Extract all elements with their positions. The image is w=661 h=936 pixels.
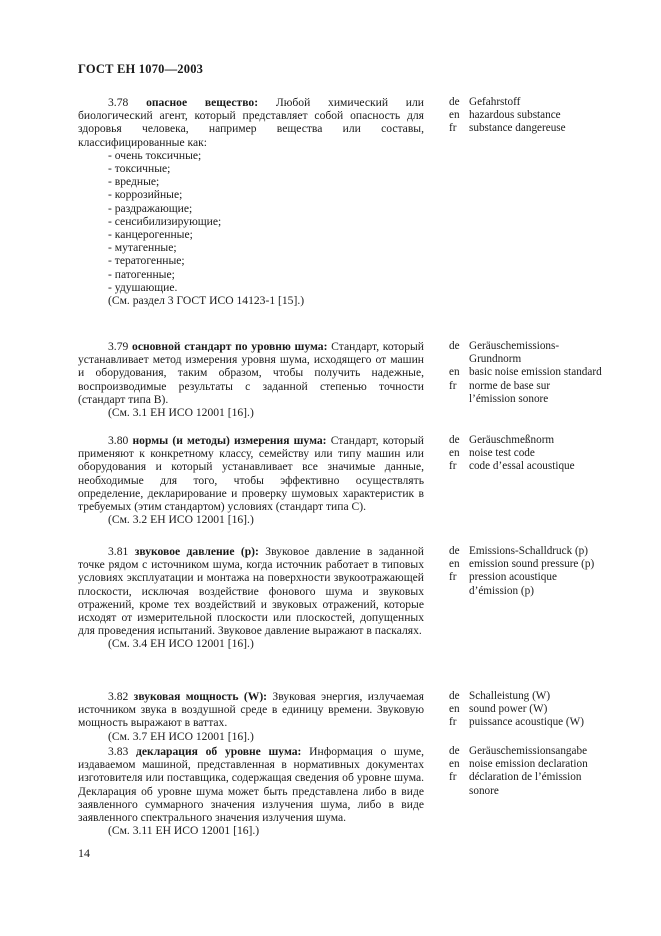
- lang-code: de: [449, 745, 460, 757]
- lang-term: Geräuschemissions-: [469, 340, 560, 352]
- lang-code: en: [449, 703, 460, 716]
- translation-row: [449, 758, 619, 771]
- reference: (См. 3.1 ЕН ИСО 12001 [16].): [108, 406, 254, 420]
- translation-row: [449, 393, 619, 406]
- definition: Стандарт, который применяют к конкретному классу, семейству или типу машин или оборудования и который устанавливает все значимые данные, необходимые для того, чтобы эффективно осуществлять определение, декларирование и проверку шумовых характеристик в требуемых (этим стандартом) условиях (стандарт типа С).: [78, 434, 424, 514]
- translations: [449, 96, 619, 136]
- lang-term: emission sound pressure (p): [469, 558, 595, 571]
- list-item: - мутагенные;: [108, 241, 177, 255]
- term: звуковая мощность (W):: [133, 690, 268, 703]
- lang-code: fr: [449, 716, 457, 729]
- entry-number: 3.78: [108, 96, 129, 109]
- translation-row: [449, 109, 619, 122]
- list-item: - сенсибилизирующие;: [108, 214, 222, 228]
- lang-term: Emissions-Schalldruck (p): [469, 545, 589, 557]
- list-item: - патогенные;: [108, 267, 175, 281]
- list-item: - вредные;: [108, 175, 160, 189]
- list-item: - коррозийные;: [108, 188, 183, 202]
- lang-code: fr: [449, 460, 457, 473]
- reference: (См. 3.11 ЕН ИСО 12001 [16].): [108, 824, 260, 838]
- definition-paragraph: [78, 434, 424, 513]
- translations: [449, 340, 619, 406]
- translation-row: [449, 353, 619, 366]
- translation-row: [449, 703, 619, 716]
- definition: Звуковая энергия, излучаемая источником звука в воздушной среде в единицу времени. Звуковую мощность выражают в ваттах.: [78, 690, 425, 730]
- lang-code: de: [449, 690, 460, 702]
- lang-term: déclaration de l’émission: [469, 771, 582, 784]
- translation-row: [449, 558, 619, 571]
- lang-term: pression acoustique: [469, 571, 557, 584]
- translation-row: [449, 447, 619, 460]
- entry-number: 3.79: [108, 340, 129, 353]
- lang-code: fr: [449, 571, 457, 584]
- lang-term: Schalleistung (W): [469, 690, 551, 702]
- lang-term: puissance acoustique (W): [469, 716, 584, 729]
- lang-term: d’émission (p): [469, 584, 534, 597]
- definition-paragraph: [78, 690, 424, 730]
- list-item: - канцерогенные;: [108, 228, 193, 242]
- entry-number: 3.80: [108, 434, 129, 447]
- lang-term: l’émission sonore: [469, 392, 549, 405]
- lang-code: de: [449, 434, 460, 446]
- lang-code: en: [449, 109, 460, 122]
- list-item: - тератогенные;: [108, 254, 185, 268]
- reference: (См. 3.4 ЕН ИСО 12001 [16].): [108, 637, 254, 651]
- lang-code: de: [449, 545, 460, 557]
- lang-code: en: [449, 447, 460, 460]
- definition-paragraph: [78, 96, 424, 149]
- lang-code: en: [449, 758, 460, 771]
- lang-code: en: [449, 558, 460, 571]
- document-header: ГОСТ ЕН 1070—2003: [78, 62, 204, 76]
- entry-body: [78, 96, 424, 307]
- translations: [449, 745, 619, 798]
- translation-row: [449, 585, 619, 598]
- definition: Звуковое давление в заданной точке рядом с источником шума, когда источник работает в типовых условиях эксплуатации и монтажа на поверхности звукоотражающей плоскости, исключая воздействие фонового шума и звуковых отражений, кроме тех воздействий и звуковых отражений, которые исходят от измерительной плоскости или плоскостей, допущенных для проведения испытаний. Звуковое давление выражают в паскалях.: [78, 545, 424, 638]
- entry-number: 3.83: [108, 745, 129, 758]
- lang-term: sound power (W): [469, 703, 548, 716]
- definition-paragraph: [78, 340, 424, 406]
- lang-code: fr: [449, 771, 457, 784]
- lang-code: [449, 393, 469, 406]
- lang-term: Geräuschemissionsangabe: [469, 745, 588, 757]
- term: декларация об уровне шума:: [136, 745, 302, 758]
- lang-term: substance dangereuse: [469, 122, 566, 135]
- lang-code: de: [449, 96, 460, 108]
- entry-number: 3.81: [108, 545, 129, 558]
- term: нормы (и методы) измерения шума:: [132, 434, 327, 447]
- definition-paragraph: [78, 545, 424, 637]
- translation-row: [449, 771, 619, 784]
- reference: (См. 3.7 ЕН ИСО 12001 [16].): [108, 729, 254, 743]
- translation-row: [449, 545, 619, 558]
- reference: (См. 3.2 ЕН ИСО 12001 [16].): [108, 513, 254, 527]
- translation-row: [449, 460, 619, 473]
- translation-row: [449, 380, 619, 393]
- translation-row: [449, 340, 619, 353]
- translation-row: [449, 96, 619, 109]
- lang-code: en: [449, 366, 460, 379]
- translation-row: [449, 366, 619, 379]
- entry-body: [78, 545, 424, 651]
- term: основной стандарт по уровню шума:: [132, 340, 328, 353]
- translations: [449, 690, 619, 730]
- term: опасное вещество:: [146, 96, 259, 109]
- translation-row: [449, 785, 619, 798]
- lang-code: fr: [449, 122, 457, 135]
- list-item: - удушающие.: [108, 280, 178, 294]
- translations: [449, 434, 619, 474]
- lang-term: Gefahrstoff: [469, 96, 521, 108]
- definition: Информация о шуме, издаваемом машиной, представленная в нормативных документах изготовителя или поставщика, содержащая сведения об уровне шума. Декларация об уровне шума может быть представлена либо в виде заявленного суммарного значения излучения шума, либо в виде заявленного спектрального значения излучения шума.: [78, 745, 425, 825]
- entry-body: [78, 745, 424, 837]
- entry-body: [78, 690, 424, 743]
- lang-term: Grundnorm: [469, 353, 522, 366]
- list-item: - раздражающие;: [108, 201, 193, 215]
- entry-number: 3.82: [108, 690, 129, 703]
- lang-term: noise test code: [469, 447, 535, 460]
- page-number: 14: [78, 846, 90, 860]
- lang-term: noise emission declaration: [469, 758, 588, 771]
- lang-term: basic noise emission standard: [469, 366, 602, 379]
- list-item: - токсичные;: [108, 162, 171, 176]
- lang-term: norme de base sur: [469, 379, 551, 392]
- entry-body: [78, 434, 424, 526]
- translation-row: [449, 716, 619, 729]
- lang-term: sonore: [469, 784, 499, 797]
- definition: Стандарт, который устанавливает метод измерения уровня шума, исходящего от машин и оборудования, таким образом, чтобы получить надежные, воспроизводимые результаты с заданной степенью точности (стандарт типа В).: [78, 340, 424, 406]
- translation-row: [449, 745, 619, 758]
- translation-row: [449, 122, 619, 135]
- lang-term: Geräuschmeßnorm: [469, 434, 555, 446]
- lang-code: fr: [449, 379, 457, 392]
- lang-code: de: [449, 340, 460, 352]
- definition-paragraph: [78, 745, 424, 824]
- lang-code: [449, 785, 469, 798]
- definition: Любой химический или биологический агент, который представляет собой опасность для здоровья человека, например вещества или составы, классифицированные как:: [78, 96, 424, 149]
- lang-code: [449, 585, 469, 598]
- lang-code: [449, 353, 469, 366]
- reference: (См. раздел 3 ГОСТ ИСО 14123-1 [15].): [108, 294, 305, 308]
- translation-row: [449, 690, 619, 703]
- list-item: - очень токсичные;: [108, 148, 202, 162]
- term: звуковое давление (p):: [134, 545, 259, 558]
- lang-term: code d’essal acoustique: [469, 460, 575, 473]
- entry-body: [78, 340, 424, 419]
- classification-list: [78, 149, 424, 294]
- translation-row: [449, 434, 619, 447]
- translation-row: [449, 571, 619, 584]
- translations: [449, 545, 619, 598]
- lang-term: hazardous substance: [469, 109, 561, 122]
